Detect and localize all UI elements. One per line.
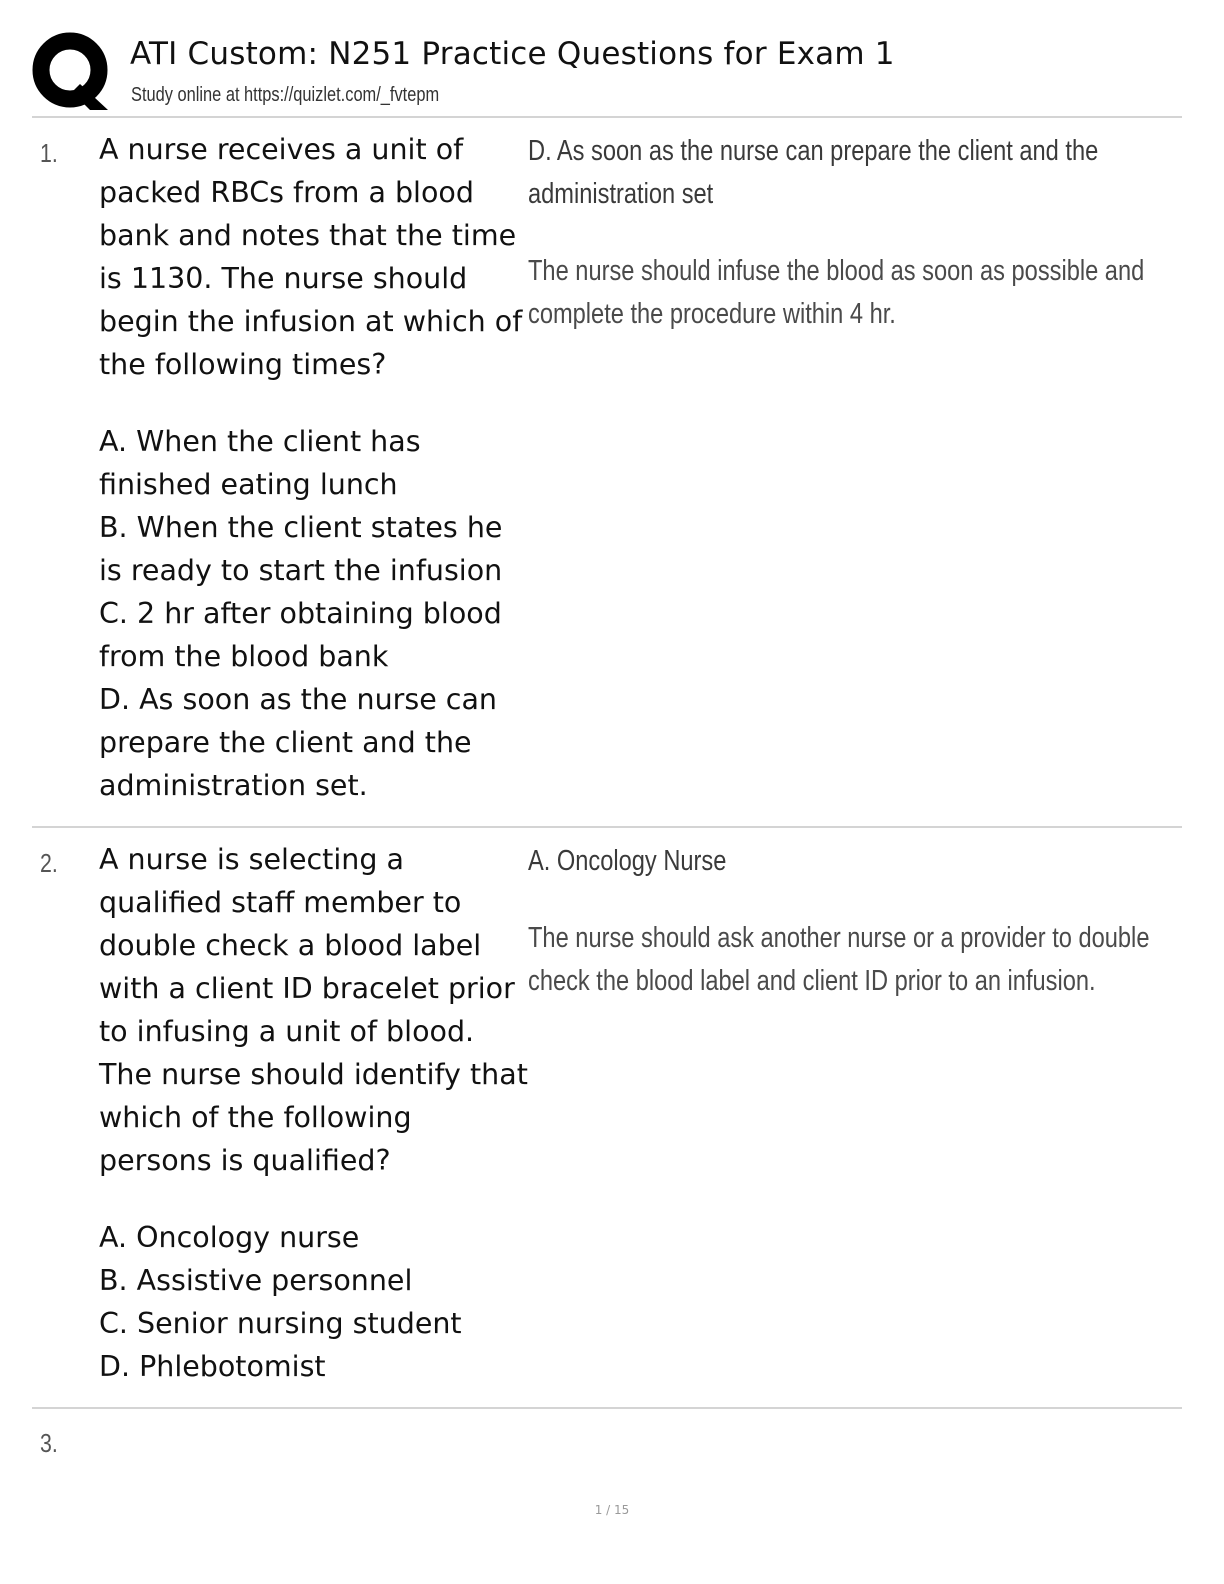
quizlet-logo-icon [32,32,110,110]
document-header [32,30,1182,116]
document-title: ATI Custom: N251 Practice Questions for Exam 1 [130,36,895,72]
answer-explanation: The nurse should infuse the blood as soon as possible and complete the procedure within 4 hr. [528,255,1145,330]
option-b: B. When the client states he is ready to start the infusion [99,511,503,587]
option-a: A. When the client has finished eating lunch [99,425,421,501]
correct-answer: D. As soon as the nurse can prepare the client and the administration set [528,135,1099,210]
correct-answer: A. Oncology Nurse [528,845,727,877]
option-b: B. Assistive personnel [99,1264,413,1297]
header-divider [32,116,1182,118]
option-d: D. As soon as the nurse can prepare the client and the administration set. [99,683,497,802]
answer-options [99,420,531,807]
card-divider [32,826,1182,828]
option-c: C. Senior nursing student [99,1307,462,1340]
option-a: A. Oncology nurse [99,1221,360,1254]
study-online-link[interactable]: Study online at https://quizlet.com/_fvtepm [131,84,440,106]
option-c: C. 2 hr after obtaining blood from the blood bank [99,597,502,673]
question-text [99,128,531,807]
answer-explanation: The nurse should ask another nurse or a provider to double check the blood label and client ID prior to an infusion. [528,922,1150,997]
option-d: D. Phlebotomist [99,1350,326,1383]
card-number: 1. [40,138,58,168]
card-number: 2. [40,848,58,878]
card-number: 3. [40,1428,58,1458]
answer-text [528,840,1156,1003]
page-number: 1 / 15 [594,1503,630,1517]
answer-text [528,130,1156,336]
question-stem: A nurse is selecting a qualified staff member to double check a blood label with a client ID bracelet prior to infusing a unit of blood. The nurse should identify that which of the following persons is qualified? [99,843,528,1177]
question-stem: A nurse receives a unit of packed RBCs from a blood bank and notes that the time is 1130. The nurse should begin the infusion at which of the following times? [99,133,523,381]
answer-options [99,1216,531,1388]
card-divider [32,1407,1182,1409]
question-text [99,838,531,1388]
